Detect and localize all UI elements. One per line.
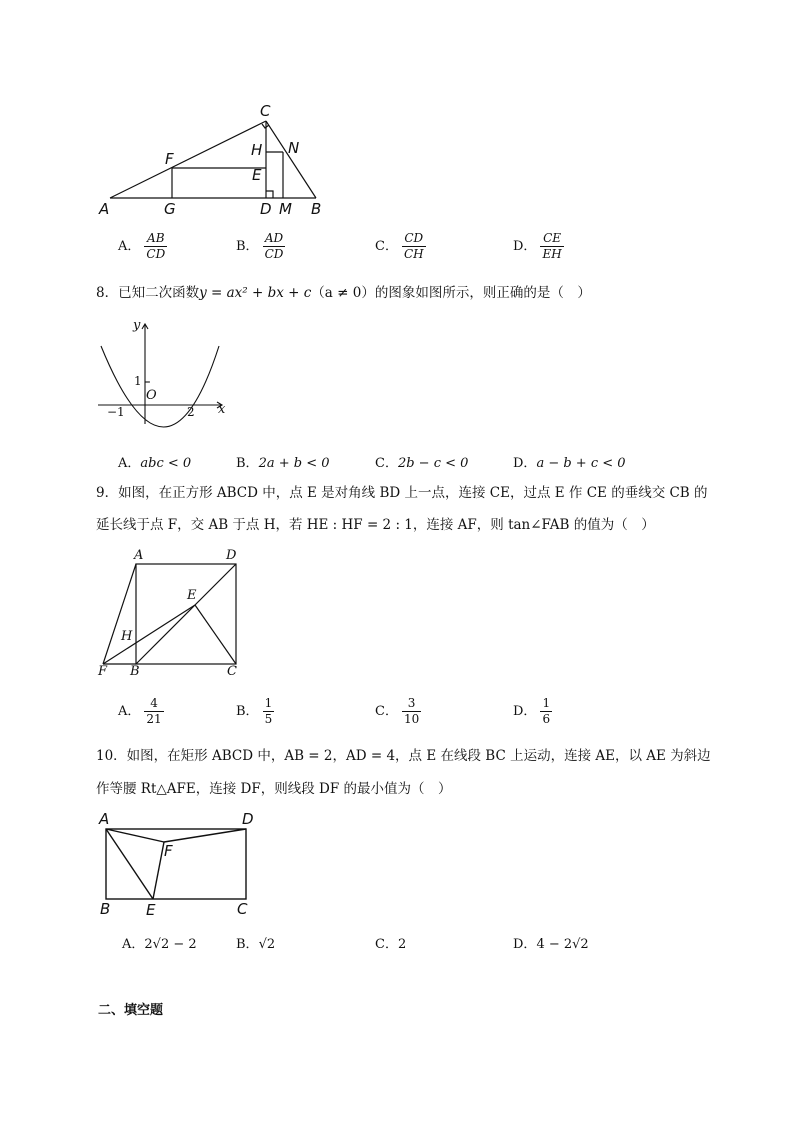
option-letter: D． xyxy=(513,456,537,471)
option-expression: √2 xyxy=(258,937,276,952)
option-letter: C． xyxy=(375,937,398,952)
label-n: N xyxy=(288,139,300,157)
fraction-numerator: CD xyxy=(402,232,426,247)
q9-stem-line2: 延长线于点 F，交 AB 于点 H，若 HE : HF = 2 : 1，连接 AF，则 tan∠FAB 的值为（ ） xyxy=(96,517,655,533)
option-expression: 4 − 2√2 xyxy=(536,937,589,952)
label-a: A xyxy=(99,810,110,828)
label-d: D xyxy=(260,200,272,218)
option-expression: abc < 0 xyxy=(140,456,192,471)
graph-label-x: x xyxy=(218,402,226,417)
fraction-numerator: AD xyxy=(263,232,286,247)
q7-option-c[interactable] xyxy=(375,232,426,261)
q10-option-c[interactable] xyxy=(375,933,406,952)
label-h: H xyxy=(251,141,263,159)
fraction-numerator: 4 xyxy=(144,697,163,712)
fraction-numerator: 1 xyxy=(263,697,275,712)
segment-df xyxy=(164,829,246,842)
label-g: G xyxy=(164,200,176,218)
option-letter: B． xyxy=(236,239,259,255)
q8-option-c[interactable] xyxy=(375,452,468,471)
q8-option-a[interactable] xyxy=(118,452,191,471)
q9-option-b[interactable] xyxy=(236,697,274,726)
q9-option-c[interactable] xyxy=(375,697,421,726)
graph-label-y: y xyxy=(133,318,141,333)
right-angle-d xyxy=(266,191,273,198)
q8-formula: y = ax² + bx + c xyxy=(199,285,312,301)
label-d: D xyxy=(226,548,237,563)
fraction-numerator: 3 xyxy=(402,697,421,712)
option-letter: D． xyxy=(513,937,537,952)
option-letter: D． xyxy=(513,704,537,720)
segment-fe xyxy=(153,842,164,899)
label-f: F xyxy=(165,150,174,168)
graph-label-origin: O xyxy=(146,388,157,403)
q8-option-d[interactable] xyxy=(513,452,626,471)
q8-condition: （a ≠ 0） xyxy=(311,285,375,301)
option-letter: B． xyxy=(236,456,259,471)
fraction-denominator: EH xyxy=(542,247,562,262)
fraction-denominator: CD xyxy=(264,247,284,262)
q7-option-a[interactable] xyxy=(118,232,167,261)
figure-q9-square xyxy=(95,545,250,680)
label-e: E xyxy=(252,166,262,184)
option-expression: 2a + b < 0 xyxy=(258,456,330,471)
graph-label-two: 2 xyxy=(187,405,195,419)
option-expression: 2b − c < 0 xyxy=(397,456,469,471)
graph-label-one: 1 xyxy=(134,374,142,388)
section-heading: 二、填空题 xyxy=(98,1003,164,1018)
q10-option-a[interactable] xyxy=(122,933,197,952)
segment-ae xyxy=(106,829,153,899)
option-letter: C． xyxy=(375,704,398,720)
label-m: M xyxy=(279,200,292,218)
label-h: H xyxy=(121,629,133,644)
segment-af xyxy=(103,564,136,664)
option-letter: D． xyxy=(513,239,537,255)
q10-option-b[interactable] xyxy=(236,933,275,952)
option-letter: B． xyxy=(236,704,259,720)
label-b: B xyxy=(130,664,140,679)
q9-stem-line1: 9．如图，在正方形 ABCD 中，点 E 是对角线 BD 上一点，连接 CE，过点 E 作 CE 的垂线交 CB 的 xyxy=(96,485,708,501)
fraction-numerator: CE xyxy=(540,232,563,247)
option-expression: a − b + c < 0 xyxy=(536,456,626,471)
q9-option-a[interactable] xyxy=(118,697,164,726)
segment-af xyxy=(106,829,164,842)
label-c: C xyxy=(227,664,237,679)
label-c: C xyxy=(237,900,248,918)
fraction-numerator: AB xyxy=(144,232,167,247)
option-expression: 2√2 − 2 xyxy=(144,937,197,952)
fraction-numerator: 1 xyxy=(540,697,552,712)
q8-stem xyxy=(96,283,591,303)
figure-q7 xyxy=(90,95,340,225)
q7-option-d[interactable] xyxy=(513,232,564,261)
option-letter: C． xyxy=(375,239,398,255)
segment-ce xyxy=(195,605,236,664)
q7-option-b[interactable] xyxy=(236,232,285,261)
label-f: F xyxy=(98,664,108,679)
option-letter: A． xyxy=(118,456,141,471)
q8-text-post: 的图象如图所示，则正确的是（ ） xyxy=(374,285,591,301)
segment-cb xyxy=(266,121,316,198)
q10-option-d[interactable] xyxy=(513,933,589,952)
segment-fe xyxy=(103,605,195,664)
q10-stem-line2: 作等腰 Rt△AFE，连接 DF，则线段 DF 的最小值为（ ） xyxy=(96,781,452,797)
fraction-denominator: 21 xyxy=(146,712,162,727)
label-a: A xyxy=(134,548,144,563)
q9-option-d[interactable] xyxy=(513,697,552,726)
option-expression: 2 xyxy=(397,937,407,952)
fraction-denominator: 5 xyxy=(264,712,273,727)
fraction-denominator: 6 xyxy=(542,712,551,727)
graph-label-neg1: −1 xyxy=(107,405,125,419)
figure-q10-rectangle xyxy=(98,810,258,920)
label-e: E xyxy=(146,901,156,919)
label-f: F xyxy=(164,842,173,860)
option-letter: A． xyxy=(122,937,145,952)
q10-stem-line1: 10．如图，在矩形 ABCD 中，AB = 2，AD = 4，点 E 在线段 BC 上运动，连接 AE，以 AE 为斜边 xyxy=(96,748,711,764)
option-letter: C． xyxy=(375,456,398,471)
label-d: D xyxy=(242,810,254,828)
label-b: B xyxy=(311,200,322,218)
q8-text-pre: 8．已知二次函数 xyxy=(96,285,200,301)
fraction-denominator: 10 xyxy=(403,712,420,727)
segment-ac xyxy=(110,121,266,198)
diagonal-bd xyxy=(136,564,236,664)
option-letter: A． xyxy=(118,239,141,255)
option-letter: A． xyxy=(118,704,141,720)
label-c: C xyxy=(260,102,271,120)
option-letter: B． xyxy=(236,937,259,952)
q8-option-b[interactable] xyxy=(236,452,330,471)
fraction-denominator: CD xyxy=(146,247,166,262)
label-b: B xyxy=(100,900,111,918)
label-a: A xyxy=(99,200,110,218)
fraction-denominator: CH xyxy=(403,247,424,262)
label-e: E xyxy=(187,588,197,603)
